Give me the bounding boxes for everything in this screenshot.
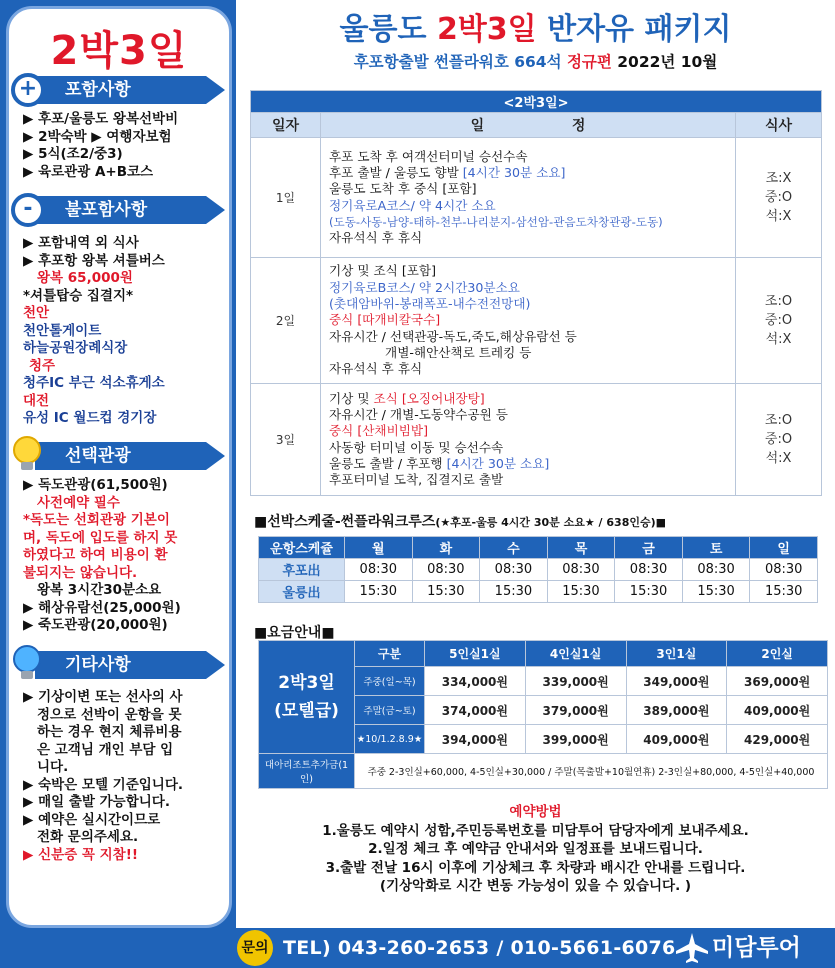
price-cell: 379,000원	[525, 696, 626, 725]
dokdo-warning-line: 불되지는 않습니다.	[23, 564, 138, 581]
list-item: ▶ 죽도관광(20,000원)	[23, 617, 168, 633]
price-cell: 339,000원	[525, 667, 626, 696]
dokdo-warning-line: 며, 독도에 입도를 하지 못	[23, 529, 178, 546]
schedule-line: (촛대암바위-봉래폭포-내수전전망대)	[329, 296, 531, 312]
section-included-label: 포함사항	[65, 80, 131, 100]
row-header: 후포出	[259, 559, 345, 581]
schedule-line: 정기육로B코스/ 약 2시간30분소요	[329, 279, 520, 295]
schedule-line: 기상 및 조식 [포함]	[329, 263, 436, 279]
list-item: ▶ 후포항 왕복 셔틀버스	[23, 252, 165, 269]
time-cell: 08:30	[547, 559, 615, 581]
time-cell: 08:30	[682, 559, 750, 581]
schedule-line: 자유석식 후 휴식	[329, 361, 423, 377]
list-item: ▶ 해상유람선(25,000원)	[23, 599, 181, 616]
time-cell: 15:30	[547, 581, 615, 603]
column-header: 월	[345, 537, 413, 559]
price-cell: 429,000원	[727, 725, 828, 754]
schedule-line: 울릉도 출발 / 후포행 [4시간 30분 소요]	[329, 455, 550, 471]
reservation-section	[236, 803, 835, 896]
fare-table	[258, 640, 828, 789]
column-header: 화	[412, 537, 480, 559]
day-cell: 3일	[251, 384, 321, 496]
schedule-cell	[321, 258, 736, 384]
row-header: ★10/1.2.8.9★	[355, 725, 425, 754]
list-item: ▶ 후포/울릉도 왕복선박비	[23, 111, 179, 127]
inquiry-badge: 문의	[237, 930, 273, 966]
column-header: 운항스케쥴	[259, 537, 345, 559]
pickup-cheonan-label: 천안	[23, 305, 50, 321]
day-cell: 2일	[251, 258, 321, 384]
dokdo-warning-line: 하였다고 하여 비용이 환	[23, 547, 168, 563]
column-header: 일 정	[321, 113, 736, 138]
section-etc-label: 기타사항	[65, 655, 131, 675]
time-cell: 08:30	[615, 559, 683, 581]
column-header: 2인실	[727, 641, 828, 667]
id-warning: ▶ 신분증 꼭 지참!!	[23, 846, 139, 863]
reservation-step: (기상악화로 시간 변동 가능성이 있을 수 있습니다. )	[379, 878, 692, 894]
day-cell: 1일	[251, 138, 321, 258]
schedule-line: (도동-사동-남양-태하-천부-나리분지-삼선암-관음도차창관광-도동)	[329, 214, 663, 229]
column-header: 일자	[251, 113, 321, 138]
list-item: 은 고객님 개인 부담 입	[37, 741, 174, 758]
schedule-line: 자유석식 후 휴식	[329, 230, 423, 246]
time-cell: 15:30	[412, 581, 480, 603]
list-item: 정으로 선박이 운항을 못	[37, 706, 182, 723]
price-cell: 389,000원	[626, 696, 727, 725]
pickup-daejeon-label: 대전	[23, 392, 50, 409]
list-item: ▶ 2박숙박 ▶ 여행자보험	[23, 128, 172, 145]
dokdo-time: 왕복 3시간30분소요	[37, 582, 162, 598]
list-item: ▶ 숙박은 모텔 기준입니다.	[23, 776, 184, 793]
price-cell: 409,000원	[727, 696, 828, 725]
price-cell: 399,000원	[525, 725, 626, 754]
time-cell: 15:30	[345, 581, 413, 603]
minus-icon: -	[11, 193, 45, 227]
page-subtitle: 후포항출발 썬플라워호 664석 정규편 2022년 10월	[353, 53, 718, 71]
schedule-line: 울릉도 도착 후 중식 [포함]	[329, 181, 477, 197]
reservation-title: 예약방법	[509, 804, 562, 820]
schedule-line: 후포터미널 도착, 집결지로 출발	[329, 472, 504, 488]
price-cell: 349,000원	[626, 667, 727, 696]
meal-cell: 조:O 중:O 석:X	[736, 384, 822, 496]
optional-list	[23, 477, 181, 635]
column-header: 5인실1실	[425, 641, 526, 667]
list-item: ▶ 매일 출발 가능합니다.	[23, 794, 170, 810]
column-header: 수	[480, 537, 548, 559]
schedule-line: 중식 [따개비칼국수]	[329, 312, 441, 328]
time-cell: 08:30	[412, 559, 480, 581]
reservation-step: 3.출발 전날 16시 이후에 기상체크 후 차량과 배시간 안내를 드립니다.	[325, 859, 746, 876]
price-cell: 369,000원	[727, 667, 828, 696]
price-cell: 374,000원	[425, 696, 526, 725]
brand-name: 미담투어	[712, 935, 801, 961]
phone-numbers[interactable]: TEL) 043-260-2653 / 010-5661-6076	[283, 937, 676, 959]
schedule-cell	[321, 138, 736, 258]
list-item: ▶ 독도관광(61,500원)	[23, 477, 168, 493]
table-row	[259, 559, 818, 581]
table-row	[251, 258, 822, 384]
price-cell: 334,000원	[425, 667, 526, 696]
included-list	[23, 111, 178, 181]
table-row	[251, 384, 822, 496]
time-cell: 08:30	[480, 559, 548, 581]
pickup-spot: 천안톨게이트	[23, 322, 102, 339]
row-header: 주중(일~목)	[355, 667, 425, 696]
reservation-step: 1.울릉도 예약시 성함,주민등록번호를 미담투어 담당자에게 보내주세요.	[322, 822, 749, 839]
schedule-line: 사동항 터미널 이동 및 승선수속	[329, 439, 504, 455]
section-etc	[9, 648, 227, 682]
pickup-spot: 하늘공원장례식장	[23, 340, 128, 356]
schedule-line: 정기육로A코스/ 약 4시간 소요	[329, 197, 496, 213]
price-cell: 409,000원	[626, 725, 727, 754]
sidebar	[6, 6, 232, 928]
column-header: 4인실1실	[525, 641, 626, 667]
dokdo-note: 사전예약 필수	[37, 494, 120, 511]
pickup-spot: 청주IC 부근 석소휴게소	[23, 375, 165, 391]
schedule-line: 자유시간 / 선택관광-독도,죽도,해상유람선 등	[329, 328, 577, 344]
pickup-title: *셔틀탑승 집결지*	[23, 287, 134, 304]
list-item: ▶ 5식(조2/중3)	[23, 146, 123, 162]
fare-title: ■요금안내■	[254, 625, 335, 641]
section-excluded-label: 불포함사항	[65, 200, 148, 220]
sidebar-title: 2박3일	[50, 28, 188, 74]
time-cell: 15:30	[682, 581, 750, 603]
pickup-spot: 유성 IC 월드컵 경기장	[23, 410, 157, 426]
row-header: 울릉出	[259, 581, 345, 603]
lightbulb-icon	[9, 435, 45, 475]
list-item: ▶ 포함내역 외 식사	[23, 235, 139, 251]
list-item: 하는 경우 현지 체류비용	[37, 724, 182, 740]
time-cell: 15:30	[750, 581, 818, 603]
table-row	[259, 581, 818, 603]
airplane-icon	[674, 932, 710, 964]
section-included	[9, 73, 227, 107]
list-item: 니다.	[37, 759, 69, 775]
schedule-line: 자유시간 / 개별-도동약수공원 등	[329, 406, 508, 422]
shuttle-price: 왕복 65,000원	[37, 270, 133, 286]
list-item: 전화 문의주세요.	[37, 829, 139, 845]
price-cell: 394,000원	[425, 725, 526, 754]
cruise-title: ■선박스케줄-썬플라워크루즈(★후포-울릉 4시간 30분 소요★ / 638인승)■	[254, 514, 667, 530]
schedule-line: 개별-해안산책로 트레킹 등	[329, 344, 532, 360]
meal-cell: 조:X 중:O 석:X	[736, 138, 822, 258]
product-cell: 2박3일 (모텔급)	[259, 641, 355, 754]
table-row	[251, 138, 822, 258]
column-header: 3인1실	[626, 641, 727, 667]
lightbulb-icon	[9, 644, 45, 684]
schedule-cell	[321, 384, 736, 496]
plus-icon: +	[11, 73, 45, 107]
section-optional	[9, 439, 227, 473]
list-item: ▶ 예약은 실시간이므로	[23, 811, 161, 828]
list-item: ▶ 기상이변 또는 선사의 사	[23, 689, 183, 705]
schedule-line: 후포 도착 후 여객선터미널 승선수속	[329, 148, 528, 164]
etc-list	[23, 689, 183, 864]
column-header: 구분	[355, 641, 425, 667]
reservation-step: 2.일정 체크 후 예약금 안내서와 일정표를 보내드립니다.	[368, 841, 703, 857]
column-header: 금	[615, 537, 683, 559]
dokdo-warning-line: *독도는 선회관광 기본이	[23, 512, 170, 528]
meal-cell: 조:O 중:O 석:X	[736, 258, 822, 384]
extra-label: 대아리조트추가금(1인)	[259, 754, 355, 789]
time-cell: 08:30	[345, 559, 413, 581]
page-title: 울릉도 2박3일 반자유 패키지	[339, 12, 732, 47]
row-header: 주말(금~토)	[355, 696, 425, 725]
schedule-line: 후포 출발 / 울릉도 향발 [4시간 30분 소요]	[329, 164, 566, 180]
cruise-schedule-table	[258, 536, 818, 603]
time-cell: 08:30	[750, 559, 818, 581]
excluded-list	[23, 235, 165, 428]
time-cell: 15:30	[480, 581, 548, 603]
column-header: 식사	[736, 113, 822, 138]
column-header: 토	[682, 537, 750, 559]
section-excluded	[9, 193, 227, 227]
main-panel	[236, 0, 835, 928]
list-item: ▶ 육로관광 A+B코스	[23, 163, 154, 180]
itinerary-table	[250, 90, 822, 496]
section-optional-label: 선택관광	[65, 446, 131, 466]
column-header: 일	[750, 537, 818, 559]
extra-value: 주중 2-3인실+60,000, 4-5인실+30,000 / 주말(목출발+10월연휴) 2-3인실+80,000, 4-5인실+40,000	[355, 754, 828, 789]
table-row	[259, 754, 828, 789]
column-header: 목	[547, 537, 615, 559]
schedule-line: 기상 및 조식 [오징어내장탕]	[329, 390, 485, 406]
schedule-line: 중식 [산채비빔밥]	[329, 423, 428, 439]
time-cell: 15:30	[615, 581, 683, 603]
itinerary-caption: <2박3일>	[251, 91, 822, 113]
pickup-cheongju-label: 청주	[29, 357, 56, 374]
